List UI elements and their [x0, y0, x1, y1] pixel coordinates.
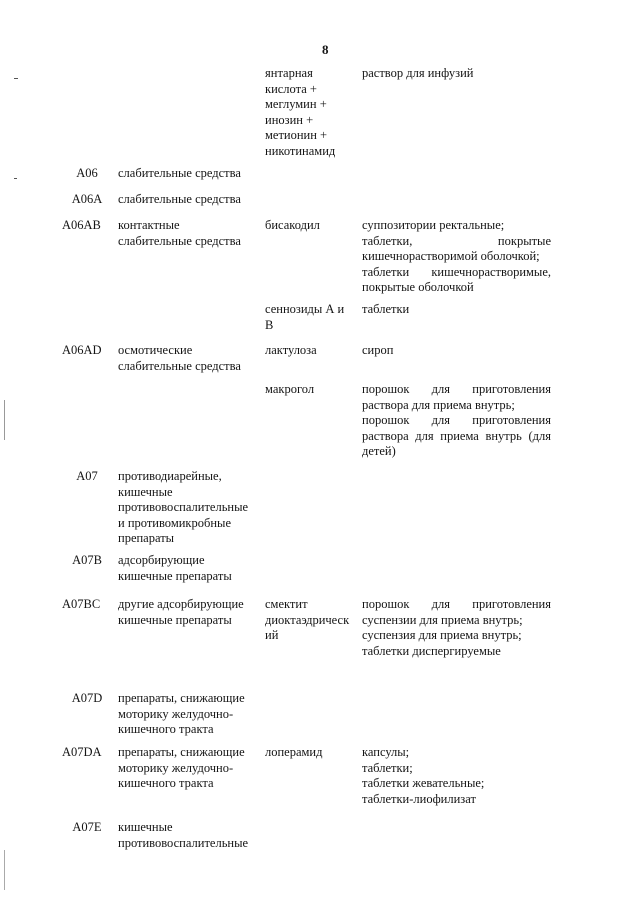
dosage-form-line: порошок для приготовления	[362, 413, 551, 427]
dosage-form-line: таблетки кишечнорастворимые,	[362, 264, 551, 279]
atc-group-name	[118, 218, 263, 249]
atc-group-name-line: слабительные средства	[118, 192, 241, 206]
drug-name-line: лактулоза	[265, 343, 317, 357]
atc-code: A07BC	[62, 597, 101, 611]
dosage-form-line: кишечнорастворимой оболочкой;	[362, 249, 540, 263]
drug-name-line: янтарная	[265, 66, 313, 80]
drug-name-line: В	[265, 317, 274, 332]
atc-group-name-line: слабительные средства	[118, 166, 241, 180]
dosage-form-line: суппозитории ректальные;	[362, 218, 505, 232]
atc-code: A07E	[72, 820, 102, 834]
dosage-form-line: порошок для приготовления	[362, 597, 551, 611]
atc-group-name	[118, 745, 263, 792]
atc-group-name-line: препараты, снижающие	[118, 691, 245, 705]
dosage-form-line: таблетки, покрытые	[362, 233, 551, 248]
drug-name-line: инозин +	[265, 112, 314, 127]
dosage-form-line: таблетки;	[362, 760, 413, 775]
drug-name-line: смектит	[265, 597, 308, 611]
atc-group-name-line: кишечные препараты	[118, 612, 232, 627]
atc-group-name-line: осмотические	[118, 343, 193, 357]
dosage-form-line: сироп	[362, 343, 394, 357]
drug-name-line: сеннозиды А и	[265, 302, 345, 316]
dosage-form-line: покрытые оболочкой	[362, 280, 474, 294]
drug-name-line: ий	[265, 628, 279, 642]
atc-group-name-line: моторику желудочно-	[118, 706, 234, 721]
dosage-form	[362, 343, 551, 359]
drug-name-line: меглумин +	[265, 97, 327, 111]
drug-name-line: бисакодил	[265, 218, 320, 232]
atc-group-name-line: кишечного тракта	[118, 722, 214, 736]
dosage-form-line: раствора для приема внутрь (для	[362, 428, 551, 443]
dosage-form	[362, 382, 551, 460]
atc-group-name	[118, 469, 263, 547]
atc-group-name-line: слабительные средства	[118, 358, 241, 373]
atc-group-name-line: адсорбирующие	[118, 553, 205, 567]
dosage-form-line: раствор для инфузий	[362, 66, 474, 80]
atc-group-name	[118, 166, 263, 182]
drug-name-line: кислота +	[265, 81, 317, 96]
drug-name-line: диоктаэдрическ	[265, 612, 350, 627]
atc-code: A06AD	[62, 343, 102, 357]
atc-group-name	[118, 343, 263, 374]
dosage-form	[362, 745, 551, 807]
drug-name-line: макрогол	[265, 382, 315, 396]
dosage-form-line: раствора для приема внутрь;	[362, 397, 515, 412]
drug-name	[265, 597, 360, 644]
dosage-form	[362, 302, 551, 318]
dosage-form-line: суспензии для приема внутрь;	[362, 612, 523, 627]
atc-group-name-line: препараты	[118, 531, 175, 545]
scan-artifact	[4, 400, 5, 440]
atc-group-name-line: другие адсорбирующие	[118, 597, 244, 611]
dosage-form-line: суспензия для приема внутрь;	[362, 628, 522, 642]
dosage-form	[362, 66, 551, 82]
atc-group-name-line: противодиарейные,	[118, 469, 222, 483]
drug-name-line: никотинамид	[265, 143, 336, 158]
atc-group-name-line: противовоспалительные	[118, 835, 249, 850]
atc-code: A07	[76, 469, 98, 483]
page-number: 8	[322, 42, 329, 57]
drug-name	[265, 382, 360, 398]
atc-group-name-line: и противомикробные	[118, 515, 231, 530]
atc-group-name	[118, 691, 263, 738]
dosage-form-line: детей)	[362, 444, 396, 458]
atc-group-name-line: моторику желудочно-	[118, 760, 234, 775]
dosage-form-line: порошок для приготовления	[362, 382, 551, 396]
atc-group-name	[118, 820, 263, 851]
dosage-form-line: таблетки-лиофилизат	[362, 791, 476, 806]
atc-code: A07D	[71, 691, 103, 705]
atc-group-name	[118, 553, 263, 584]
atc-code: A06AB	[62, 218, 101, 232]
atc-group-name-line: кишечные	[118, 820, 173, 834]
dosage-form	[362, 597, 551, 659]
dosage-form-line: таблетки жевательные;	[362, 776, 485, 790]
drug-name	[265, 218, 360, 234]
atc-group-name-line: кишечного тракта	[118, 776, 214, 790]
drug-name-line: метионин +	[265, 128, 328, 142]
atc-group-name	[118, 597, 263, 628]
atc-code: A06	[76, 166, 98, 180]
atc-code: A07B	[72, 553, 102, 567]
scan-artifact	[14, 78, 18, 79]
atc-group-name-line: противовоспалительные	[118, 500, 249, 514]
drug-name	[265, 302, 360, 333]
drug-name	[265, 745, 360, 761]
dosage-form-line: таблетки	[362, 302, 410, 316]
dosage-form-line: таблетки диспергируемые	[362, 643, 501, 658]
drug-name	[265, 66, 360, 159]
atc-group-name-line: контактные	[118, 218, 180, 232]
atc-group-name-line: кишечные	[118, 484, 173, 499]
dosage-form-line: капсулы;	[362, 745, 410, 759]
atc-code: A07DA	[62, 745, 102, 759]
atc-group-name-line: кишечные препараты	[118, 568, 232, 583]
drug-name-line: лоперамид	[265, 745, 323, 759]
atc-code: A06A	[71, 192, 103, 206]
scan-artifact	[4, 850, 5, 890]
atc-group-name-line: препараты, снижающие	[118, 745, 245, 759]
atc-group-name-line: слабительные средства	[118, 233, 241, 248]
drug-name	[265, 343, 360, 359]
dosage-form	[362, 218, 551, 296]
atc-group-name	[118, 192, 263, 208]
scan-artifact	[14, 178, 17, 179]
